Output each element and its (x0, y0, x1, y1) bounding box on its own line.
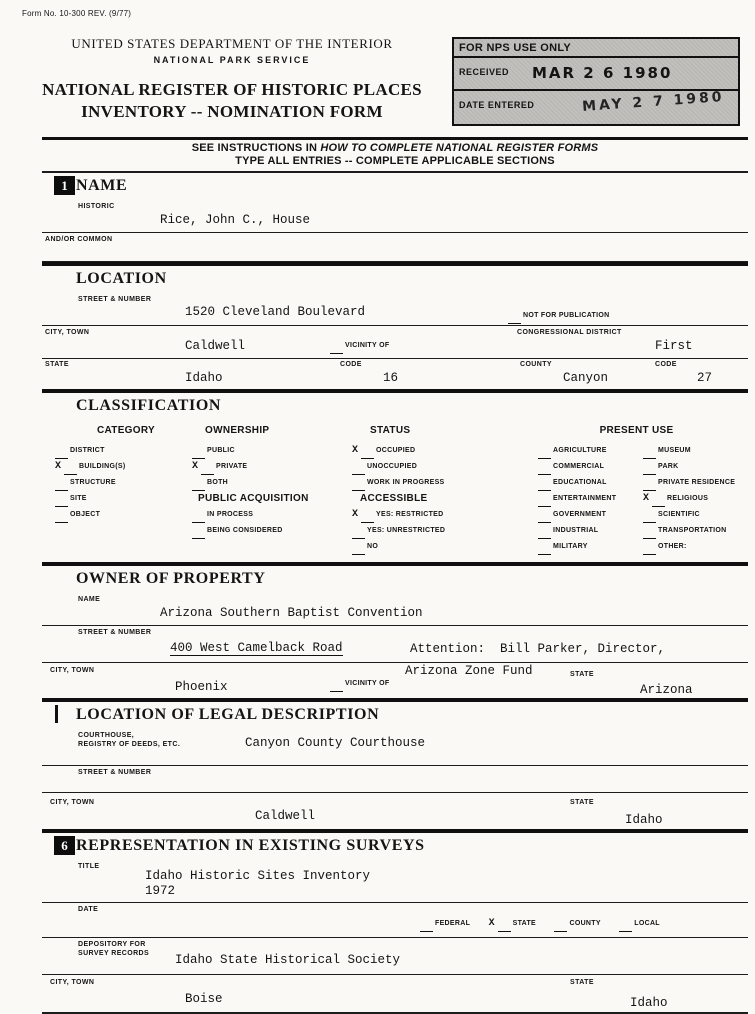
check-line (192, 483, 205, 491)
check-line (538, 515, 551, 523)
check-line (330, 346, 343, 354)
field-label: REGISTRY OF DEEDS, ETC. (78, 741, 181, 748)
check-line (55, 515, 68, 523)
checkbox-park (643, 459, 748, 475)
section-number-badge: 6 (54, 836, 75, 855)
checkbox-site (55, 491, 165, 507)
field-label: CONGRESSIONAL DISTRICT (517, 329, 622, 336)
check-label: PRIVATE (216, 463, 248, 470)
checkbox-public (192, 443, 340, 459)
check-label: SCIENTIFIC (658, 511, 700, 518)
field-label: CITY, TOWN (50, 667, 95, 674)
check-line (538, 531, 551, 539)
check-mark: X (643, 493, 650, 504)
checkbox-structure (55, 475, 165, 491)
check-mark: X (352, 445, 359, 456)
checkbox-county (554, 916, 600, 932)
check-label: INDUSTRIAL (553, 527, 599, 534)
checkbox-private (192, 459, 340, 475)
checkbox-no (352, 539, 525, 555)
section-owner-header (42, 566, 748, 593)
check-label: BOTH (207, 479, 229, 486)
check-label: AGRICULTURE (553, 447, 607, 454)
field-value: First (655, 339, 693, 353)
check-mark: X (192, 461, 199, 472)
form-title-line2: INVENTORY -- NOMINATION FORM (81, 102, 383, 121)
check-line (554, 924, 567, 932)
section-title: OWNER OF PROPERTY (76, 570, 266, 587)
check-line (352, 483, 365, 491)
check-line (192, 515, 205, 523)
check-label: OCCUPIED (376, 447, 416, 454)
nps-box-title: FOR NPS USE ONLY (454, 39, 738, 58)
checkbox-yes-restricted (352, 507, 525, 523)
instructions-book-title: HOW TO COMPLETE NATIONAL REGISTER FORMS (320, 142, 599, 154)
checkbox-federal (420, 916, 470, 932)
field-label: COURTHOUSE, (78, 732, 135, 739)
check-line (55, 483, 68, 491)
check-line (538, 451, 551, 459)
check-line (643, 467, 656, 475)
subcolumn-header: PUBLIC ACQUISITION (198, 493, 309, 504)
check-label: YES: UNRESTRICTED (367, 527, 446, 534)
check-label: NO (367, 543, 379, 550)
field-value: Canyon County Courthouse (245, 736, 426, 750)
checkbox-government (538, 507, 643, 523)
check-label: OBJECT (70, 511, 101, 518)
check-line (361, 515, 374, 523)
form-title-line1: NATIONAL REGISTER OF HISTORIC PLACES (42, 80, 422, 99)
field-depository (42, 938, 748, 974)
check-mark: X (55, 461, 62, 472)
field-value: Caldwell (185, 339, 246, 353)
checkbox-commercial (538, 459, 643, 475)
date-entered-row (454, 91, 738, 122)
check-line (201, 467, 214, 475)
section-title: NAME (76, 177, 128, 194)
check-label: BEING CONSIDERED (207, 527, 283, 534)
check-line (643, 531, 656, 539)
check-mark: X (352, 509, 359, 520)
section-title: REPRESENTATION IN EXISTING SURVEYS (76, 837, 425, 854)
checkbox-buildings (55, 459, 165, 475)
check-label: UNOCCUPIED (367, 463, 418, 470)
field-value: Boise (185, 992, 223, 1006)
received-row (454, 58, 738, 91)
section-number-badge: 1 (54, 176, 75, 195)
check-line (420, 924, 433, 932)
field-value: Canyon (563, 371, 609, 385)
received-date-stamp: MAR 2 6 1980 (532, 64, 673, 82)
field-value: Phoenix (175, 680, 228, 694)
checkbox-transportation (643, 523, 748, 539)
field-value: Attention: Bill Parker, Director, (410, 642, 666, 656)
check-line (352, 547, 365, 555)
checkbox-unoccupied (352, 459, 525, 475)
check-mark: X (488, 918, 495, 929)
section-location-header (42, 266, 748, 293)
check-label: RELIGIOUS (667, 495, 709, 502)
check-line (538, 499, 551, 507)
check-label: OTHER: (658, 543, 687, 550)
instructions (42, 140, 748, 171)
check-label: YES: RESTRICTED (376, 511, 444, 518)
instructions-line1 (42, 142, 748, 155)
field-value: Caldwell (255, 809, 316, 823)
field-value: Arizona Southern Baptist Convention (160, 606, 423, 620)
check-line (643, 483, 656, 491)
checkbox-vicinity-of (330, 676, 389, 692)
check-line (192, 451, 205, 459)
field-value: 1520 Cleveland Boulevard (185, 305, 366, 319)
instructions-line2: TYPE ALL ENTRIES -- COMPLETE APPLICABLE SECTIONS (235, 155, 555, 167)
check-label: VICINITY OF (345, 342, 390, 349)
check-line (55, 499, 68, 507)
checkbox-occupied (352, 443, 525, 459)
field-value: 27 (697, 371, 713, 385)
field-value: 1972 (145, 884, 176, 898)
field-label: CITY, TOWN (50, 799, 95, 806)
section-title: LOCATION (76, 270, 167, 287)
field-label: SURVEY RECORDS (78, 950, 150, 957)
check-label: SITE (70, 495, 87, 502)
field-label: STATE (570, 979, 594, 986)
present-use-right (643, 443, 748, 555)
check-label: STATE (512, 920, 537, 927)
checkbox-state (489, 916, 536, 932)
check-label: TRANSPORTATION (658, 527, 727, 534)
field-survey-date (42, 903, 748, 937)
check-line (64, 467, 77, 475)
checkbox-in-process (192, 507, 340, 523)
checkbox-educational (538, 475, 643, 491)
classification-columns (42, 420, 748, 562)
section-title: CLASSIFICATION (76, 397, 222, 414)
checkbox-work-in-progress (352, 475, 525, 491)
check-line (652, 499, 665, 507)
category-column (55, 425, 165, 555)
field-city-town (42, 326, 748, 358)
field-owner-name (42, 593, 748, 625)
field-label: STREET & NUMBER (78, 769, 152, 776)
check-label: PRIVATE RESIDENCE (658, 479, 736, 486)
form-number: Form No. 10-300 REV. (9/77) (22, 9, 132, 18)
section-name-header (42, 173, 748, 200)
check-label: DISTRICT (70, 447, 105, 454)
field-label: CODE (655, 361, 677, 368)
field-value: Arizona Zone Fund (405, 664, 533, 678)
field-value: Arizona (640, 683, 693, 697)
checkbox-religious (643, 491, 748, 507)
field-label: DATE (78, 906, 99, 913)
field-label: CITY, TOWN (50, 979, 95, 986)
field-value: 400 West Camelback Road (170, 641, 343, 655)
check-line (619, 924, 632, 932)
checkbox-military (538, 539, 643, 555)
column-header: STATUS (370, 425, 411, 436)
present-use-left (525, 443, 643, 555)
check-label: MUSEUM (658, 447, 691, 454)
field-label: STATE (570, 671, 594, 678)
status-column (340, 425, 525, 555)
field-survey-title (42, 860, 748, 902)
check-label: VICINITY OF (345, 680, 390, 687)
field-value: Idaho State Historical Society (175, 953, 401, 967)
check-label: NOT FOR PUBLICATION (523, 312, 610, 319)
check-label: PUBLIC (207, 447, 235, 454)
field-value: Rice, John C., House (160, 213, 311, 227)
field-label: DEPOSITORY FOR (78, 941, 146, 948)
agency-header (18, 36, 446, 122)
field-label: NAME (78, 596, 101, 603)
check-label: EDUCATIONAL (553, 479, 607, 486)
check-label: MILITARY (553, 543, 588, 550)
check-label: STRUCTURE (70, 479, 116, 486)
check-line (643, 451, 656, 459)
checkbox-both (192, 475, 340, 491)
check-label: PARK (658, 463, 679, 470)
check-label: ENTERTAINMENT (553, 495, 617, 502)
field-label: COUNTY (520, 361, 552, 368)
check-label: GOVERNMENT (553, 511, 607, 518)
check-line (498, 924, 511, 932)
check-line (538, 467, 551, 475)
field-owner-city (42, 663, 748, 698)
field-label: STATE (45, 361, 69, 368)
check-line (352, 531, 365, 539)
field-label: STREET & NUMBER (78, 629, 152, 636)
checkbox-object (55, 507, 165, 523)
date-entered-label: DATE ENTERED (459, 100, 535, 110)
section-classification-header (42, 393, 748, 420)
column-header: CATEGORY (97, 425, 155, 436)
field-legal-street (42, 766, 748, 792)
checkbox-agriculture (538, 443, 643, 459)
received-label: RECEIVED (459, 67, 510, 77)
field-value: 16 (383, 371, 399, 385)
field-common-name (42, 233, 748, 261)
survey-level-checkboxes (420, 915, 674, 933)
instructions-see: SEE INSTRUCTIONS IN (191, 142, 321, 154)
check-line (361, 451, 374, 459)
checkbox-not-for-publication (508, 308, 609, 324)
field-label: TITLE (78, 863, 100, 870)
field-survey-city (42, 975, 748, 1012)
check-line (508, 316, 521, 324)
subcolumn-header: ACCESSIBLE (360, 493, 428, 504)
date-entered-stamp: MAY 2 7 1980 (581, 89, 726, 115)
column-header: PRESENT USE (599, 425, 674, 436)
form-body (42, 137, 748, 1014)
section-number-mark (55, 705, 58, 723)
field-label: HISTORIC (78, 203, 115, 210)
field-value: Idaho Historic Sites Inventory (145, 869, 371, 883)
field-street-number (42, 293, 748, 325)
check-label: COMMERCIAL (553, 463, 605, 470)
check-label: LOCAL (634, 920, 660, 927)
check-line (352, 467, 365, 475)
checkbox-yes-unrestricted (352, 523, 525, 539)
section-surveys-header (42, 833, 748, 860)
section-title: LOCATION OF LEGAL DESCRIPTION (76, 706, 380, 723)
checkbox-entertainment (538, 491, 643, 507)
check-label: IN PROCESS (207, 511, 254, 518)
field-historic-name (42, 200, 748, 232)
check-line (192, 531, 205, 539)
checkbox-museum (643, 443, 748, 459)
check-line (330, 684, 343, 692)
check-line (55, 451, 68, 459)
checkbox-local (619, 916, 660, 932)
field-value: Idaho (185, 371, 223, 385)
present-use-column (525, 425, 748, 555)
checkbox-other (643, 539, 748, 555)
ownership-column (165, 425, 340, 555)
check-line (538, 483, 551, 491)
field-label: STREET & NUMBER (78, 296, 152, 303)
nps-use-only-box (452, 37, 740, 126)
check-label: FEDERAL (435, 920, 471, 927)
check-label: BUILDING(S) (79, 463, 126, 470)
column-header: OWNERSHIP (205, 425, 270, 436)
section-legal-header (42, 702, 748, 729)
check-label: COUNTY (569, 920, 601, 927)
field-label: CODE (340, 361, 362, 368)
checkbox-industrial (538, 523, 643, 539)
service-line: NATIONAL PARK SERVICE (153, 55, 311, 65)
field-courthouse (42, 729, 748, 765)
field-state-county (42, 359, 748, 389)
field-legal-city (42, 793, 748, 829)
checkbox-district (55, 443, 165, 459)
checkbox-scientific (643, 507, 748, 523)
field-value: Idaho (625, 813, 663, 827)
field-owner-street (42, 626, 748, 662)
checkbox-private-residence (643, 475, 748, 491)
check-line (643, 515, 656, 523)
checkbox-being-considered (192, 523, 340, 539)
field-label: CITY, TOWN (45, 329, 90, 336)
field-value: Idaho (630, 996, 668, 1010)
check-line (643, 547, 656, 555)
check-label: WORK IN PROGRESS (367, 479, 445, 486)
check-line (538, 547, 551, 555)
field-label: STATE (570, 799, 594, 806)
checkbox-vicinity-of (330, 338, 389, 354)
department-line: UNITED STATES DEPARTMENT OF THE INTERIOR (71, 36, 393, 51)
present-use-stacks (525, 443, 748, 555)
field-label: AND/OR COMMON (45, 236, 113, 243)
